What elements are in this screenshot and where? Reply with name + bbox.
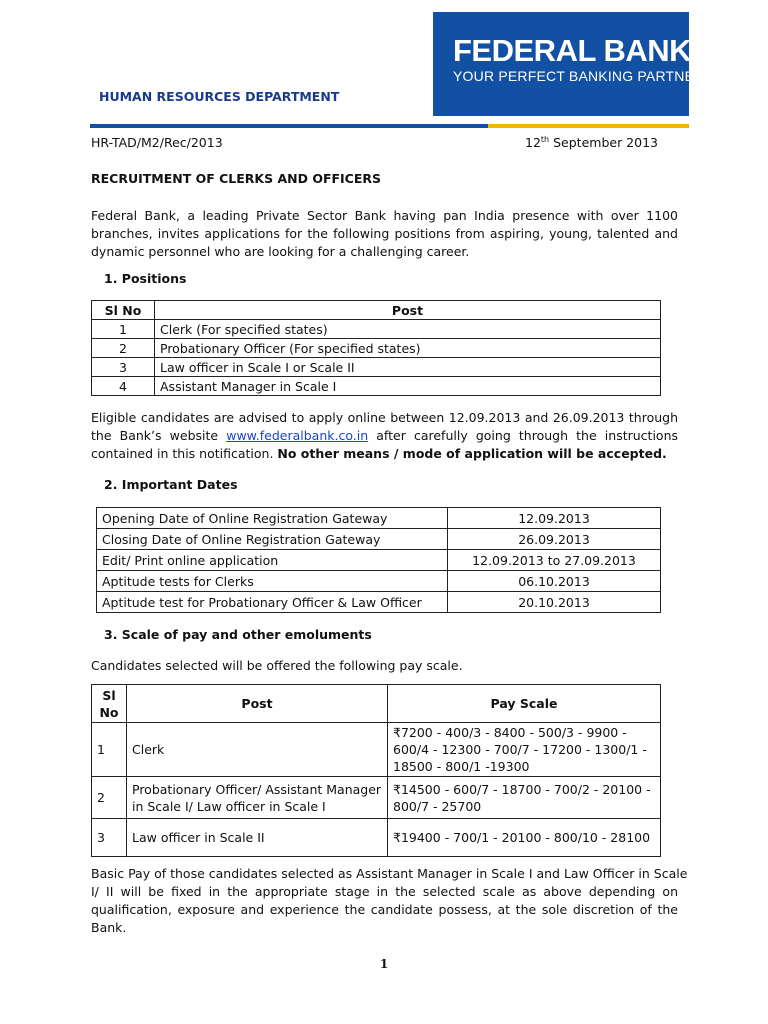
federal-bank-logo (433, 12, 705, 116)
section-dates-heading: 2. Important Dates (104, 477, 238, 492)
section-positions-heading: 1. Positions (104, 271, 187, 286)
logo-tagline: YOUR PERFECT BANKING PARTNER (453, 68, 705, 84)
table-row: 3 Law officer in Scale II ₹19400 - 700/1 - 20100 - 800/10 - 28100 (92, 819, 661, 857)
header-rule-blue (90, 124, 488, 128)
table-row: Edit/ Print online application 12.09.2013 to 27.09.2013 (97, 550, 661, 571)
col-post: Post (127, 685, 388, 723)
positions-table (91, 300, 661, 396)
document-title: RECRUITMENT OF CLERKS AND OFFICERS (91, 171, 382, 186)
table-row: Opening Date of Online Registration Gateway 12.09.2013 (97, 508, 661, 529)
page-number: 1 (379, 957, 389, 971)
basic-pay-paragraph: Basic Pay of those candidates selected as Assistant Manager in Scale I and Law Officer in Scale I/ II will be fixed in the appropriate stage in the selected scale as above depending on qualification, exposure and experience the candidate possess, at the sole discretion of the Bank. (91, 866, 688, 935)
section-pay-heading: 3. Scale of pay and other emoluments (104, 627, 372, 642)
logo-bank-name: FEDERAL BANK (453, 33, 691, 68)
table-row: 1 Clerk ₹7200 - 400/3 - 8400 - 500/3 - 9900 - 600/4 - 12300 - 700/7 - 17200 - 1300/1 - 18500 - 800/1 -19300 (92, 723, 661, 777)
col-sl-no: Sl No (92, 685, 127, 723)
col-pay-scale: Pay Scale (388, 685, 661, 723)
apply-paragraph: Eligible candidates are advised to apply online between 12.09.2013 and 26.09.2013 through the Bank’s website www.federalbank.co.in after carefully going through the instructions contained in this notification. No other means / mode of application will be accepted. (91, 410, 678, 461)
pay-scale-table (91, 684, 661, 857)
table-row: Aptitude test for Probationary Officer & Law Officer 20.10.2013 (97, 592, 661, 613)
department-heading: HUMAN RESOURCES DEPARTMENT (99, 89, 340, 104)
col-sl-no: Sl No (92, 301, 155, 320)
document-date: 12th September 2013 (525, 135, 658, 151)
header-rule-gold (488, 124, 689, 128)
table-row: 2 Probationary Officer/ Assistant Manager in Scale I/ Law officer in Scale I ₹14500 - 600/7 - 18700 - 700/2 - 20100 - 800/7 - 25700 (92, 777, 661, 819)
website-link[interactable]: www.federalbank.co.in (226, 428, 369, 443)
table-row: Aptitude tests for Clerks 06.10.2013 (97, 571, 661, 592)
table-row: 4 Assistant Manager in Scale I (92, 377, 661, 396)
reference-number: HR-TAD/M2/Rec/2013 (91, 135, 223, 150)
table-row: 2 Probationary Officer (For specified states) (92, 339, 661, 358)
col-post: Post (155, 301, 661, 320)
pay-scale-intro: Candidates selected will be offered the following pay scale. (91, 658, 463, 673)
table-row: Closing Date of Online Registration Gateway 26.09.2013 (97, 529, 661, 550)
important-dates-table (96, 507, 661, 613)
table-row: 3 Law officer in Scale I or Scale II (92, 358, 661, 377)
intro-paragraph: Federal Bank, a leading Private Sector Bank having pan India presence with over 1100 branches, invites applications for the following positions from aspiring, young, talented and dynamic personnel who are looking for a challenging career. (91, 208, 678, 259)
table-row: 1 Clerk (For specified states) (92, 320, 661, 339)
